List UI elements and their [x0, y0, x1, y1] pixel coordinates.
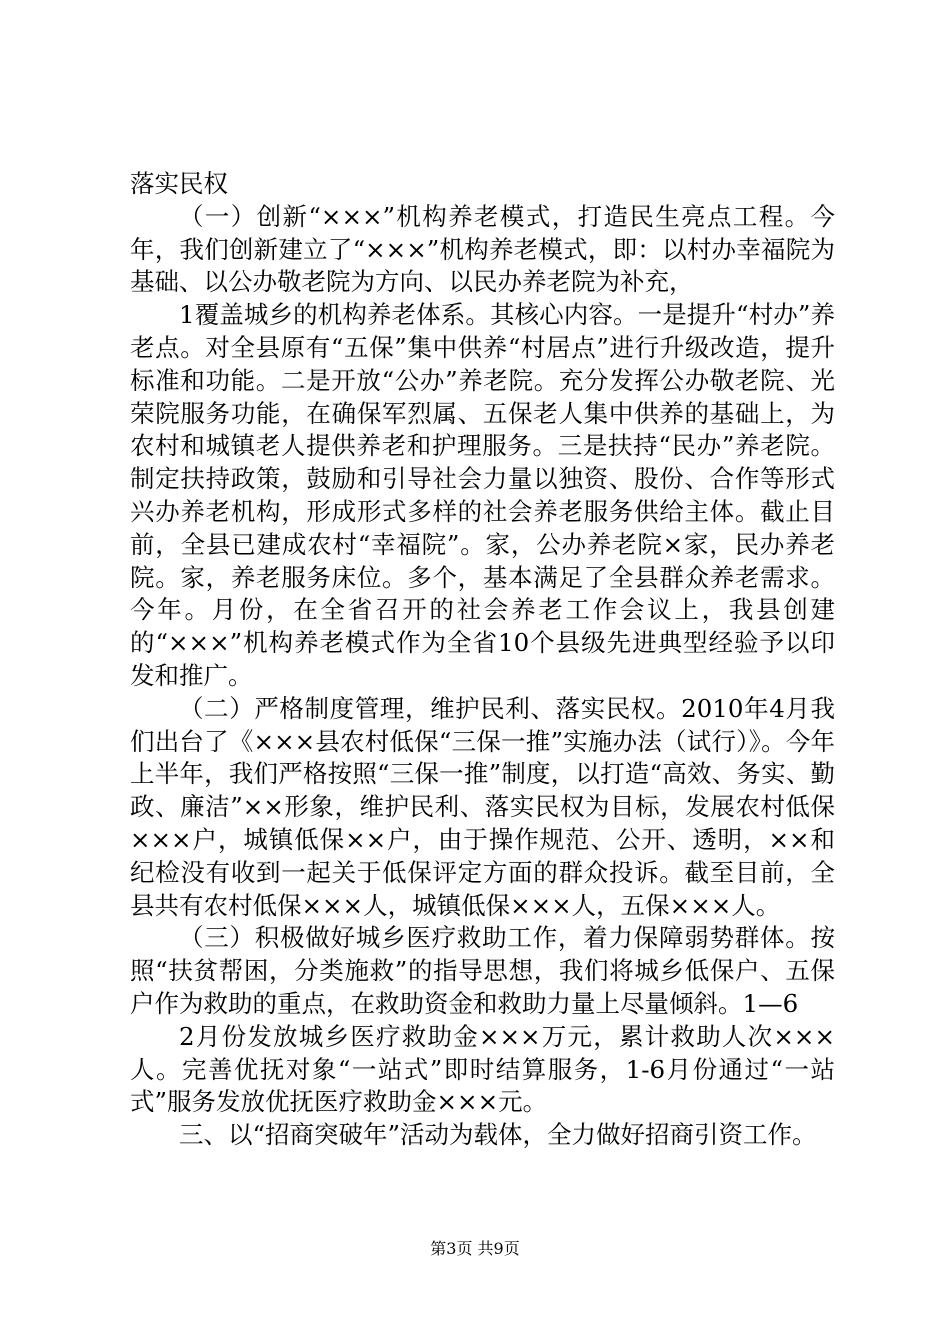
paragraph-item-2: （二）严格制度管理，维护民利、落实民权。2010年4月我们出台了《×××县农村低保“三保一推”实施办法（试行）》。今年上半年，我们严格按照“三保一推”制度，以打造“高效、务实、勤政、廉洁”××形象，维护民利、落实民权为目标，发展农村低保×××户，城镇低保××户，由于操作规范、公开、透明，××和纪检没有收到一起关于低保评定方面的群众投诉。截至目前，全县共有农村低保×××人，城镇低保×××人，五保×××人。	[130, 693, 835, 920]
paragraph-heading-continuation: 落实民权	[130, 169, 228, 198]
document-body	[130, 168, 835, 1152]
paragraph-item-1-detail: 1覆盖城乡的机构养老体系。其核心内容。一是提升“村办”养老点。对全县原有“五保”集中供养“村居点”进行升级改造，提升标准和功能。二是开放“公办”养老院。充分发挥公办敬老院、光荣院服务功能，在确保军烈属、五保老人集中供养的基础上，为农村和城镇老人提供养老和护理服务。三是扶持“民办”养老院。制定扶持政策，鼓励和引导社会力量以独资、股份、合作等形式兴办养老机构，形成形式多样的社会养老服务供给主体。截止目前，全县已建成农村“幸福院”。家，公办养老院×家，民办养老院。家，养老服务床位。多个，基本满足了全县群众养老需求。今年。月份，在全省召开的社会养老工作会议上，我县创建的“×××”机构养老模式作为全省10个县级先进典型经验予以印发和推广。	[130, 300, 835, 690]
paragraph-item-3-detail: 2月份发放城乡医疗救助金×××万元，累计救助人次×××人。完善优抚对象“一站式”即时结算服务，1-6月份通过“一站式”服务发放优抚医疗救助金×××元。	[130, 1021, 835, 1117]
paragraph-section-3: 三、以“招商突破年”活动为载体，全力做好招商引资工作。	[179, 1120, 817, 1150]
page-number-footer: 第3页 共9页	[430, 1239, 520, 1258]
paragraph-item-3: （三）积极做好城乡医疗救助工作，着力保障弱势群体。按照“扶贫帮困，分类施救”的指导思想，我们将城乡低保户、五保户作为救助的重点，在救助资金和救助力量上尽量倾斜。1—6	[130, 923, 835, 1018]
paragraph-item-1: （一）创新“×××”机构养老模式，打造民生亮点工程。今年，我们创新建立了“×××”机构养老模式，即：以村办幸福院为基础、以公办敬老院为方向、以民办养老院为补充，	[130, 201, 835, 297]
